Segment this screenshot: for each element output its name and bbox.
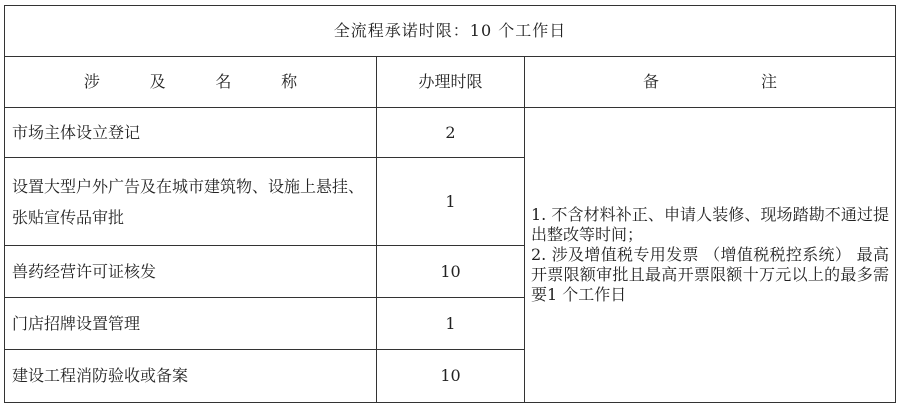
note-item: 1. 不含材料补正、申请人装修、现场踏勘不通过提出整改等时间； [531, 205, 890, 244]
header-name-char: 名 [215, 72, 232, 91]
row-days: 1 [377, 298, 525, 350]
table-row [5, 108, 896, 158]
row-days: 1 [377, 158, 525, 246]
title-row [5, 6, 896, 57]
header-row [5, 57, 896, 108]
header-name [5, 57, 377, 108]
header-note [525, 57, 896, 108]
header-days: 办理时限 [377, 57, 525, 108]
table-title: 全流程承诺时限：10 个工作日 [5, 6, 896, 57]
approval-time-limit-table-container [4, 5, 895, 402]
note-item: 2. 涉及增值税专用发票 （增值税税控系统） 最高开票限额审批且最高开票限额十万元以上的最多需要1 个工作日 [531, 245, 890, 304]
header-name-char: 及 [149, 72, 166, 91]
row-name: 门店招牌设置管理 [5, 298, 377, 350]
header-name-char: 涉 [83, 72, 100, 91]
row-days: 10 [377, 246, 525, 298]
header-note-char: 备 [643, 72, 660, 91]
approval-time-limit-table [4, 5, 896, 403]
row-name: 市场主体设立登记 [5, 108, 377, 158]
row-days: 2 [377, 108, 525, 158]
row-name: 建设工程消防验收或备案 [5, 350, 377, 403]
notes-cell [525, 108, 896, 403]
header-name-char: 称 [281, 72, 298, 91]
header-note-char: 注 [761, 72, 778, 91]
row-name [5, 158, 377, 246]
row-name: 兽药经营许可证核发 [5, 246, 377, 298]
row-name-text: 设置大型户外广告及在城市建筑物、设施上悬挂、张贴宣传品审批 [12, 176, 365, 227]
row-days: 10 [377, 350, 525, 403]
